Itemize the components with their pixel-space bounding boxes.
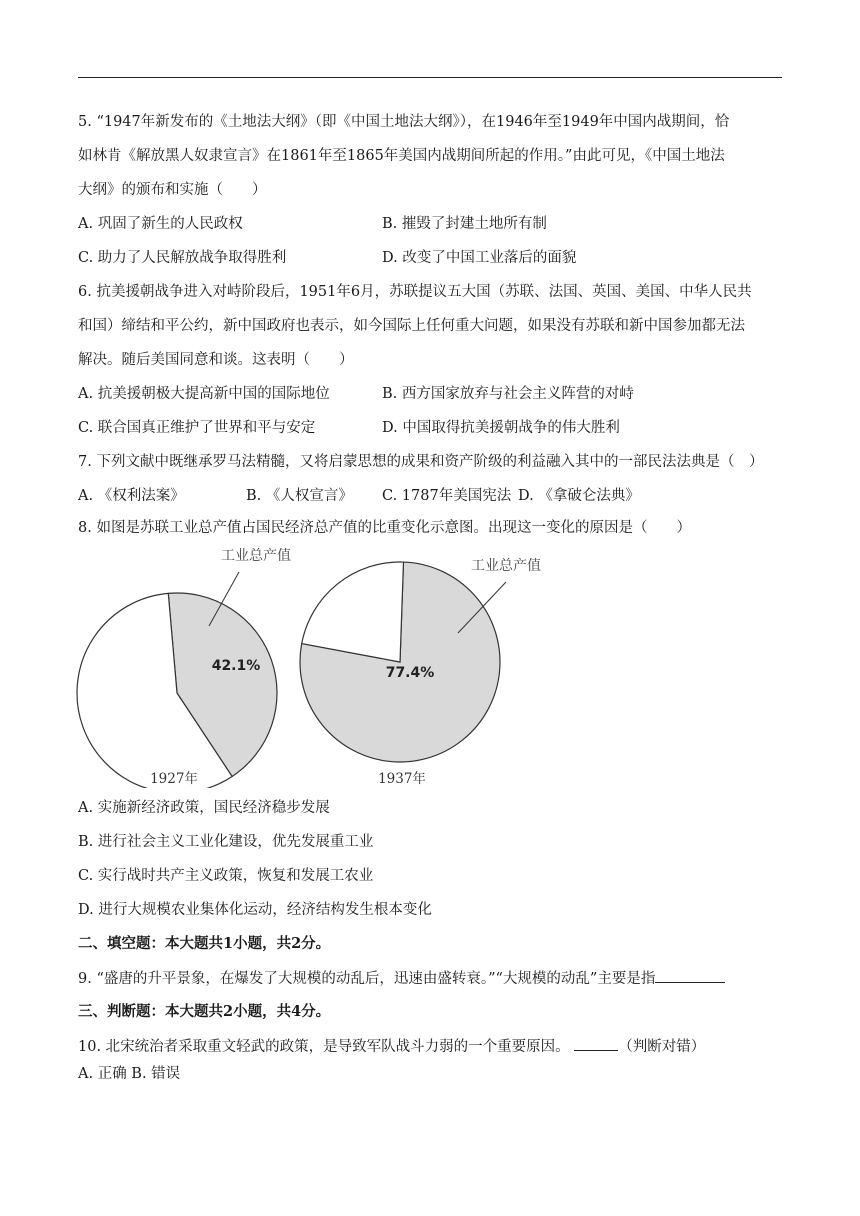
q6-option-c[interactable]: C. 联合国真正维护了世界和平与安定 — [78, 420, 316, 436]
pie-value-label: 77.4% — [385, 665, 435, 681]
q5-stem-line-1: 5. “1947年新发布的《土地法大纲》（即《中国土地法大纲》），在1946年至1949年中国内战期间，恰 — [78, 114, 730, 130]
q6-stem-line-1: 6. 抗美援朝战争进入对峙阶段后，1951年6月，苏联提议五大国（苏联、法国、英国、美国、中华人民共 — [78, 284, 752, 300]
q5-option-d[interactable]: D. 改变了中国工业落后的面貌 — [382, 250, 577, 266]
q8-option-c[interactable]: C. 实行战时共产主义政策，恢复和发展工农业 — [78, 868, 374, 884]
q6-option-d[interactable]: D. 中国取得抗美援朝战争的伟大胜利 — [382, 420, 620, 436]
q10-answer-blank[interactable] — [574, 1036, 618, 1051]
q5-option-c[interactable]: C. 助力了人民解放战争取得胜利 — [78, 250, 287, 266]
q7-option-a[interactable]: A. 《权利法案》 — [78, 488, 185, 504]
q6-stem-line-2: 和国）缔结和平公约，新中国政府也表示，如今国际上任何重大问题，如果没有苏联和新中国参加都无法 — [78, 318, 745, 334]
q9-stem-line — [78, 968, 725, 989]
q6-option-a[interactable]: A. 抗美援朝极大提高新中国的国际地位 — [78, 386, 330, 402]
q5-stem-line-2: 如林肯《解放黑人奴隶宣言》在1861年至1865年美国内战期间所起的作用。”由此可见，《中国土地法 — [78, 148, 725, 164]
pie-chart-1927 — [77, 547, 291, 788]
pie-chart-1937 — [300, 557, 541, 787]
section-2-heading: 二、填空题：本大题共1小题，共2分。 — [78, 935, 331, 952]
q8-stem: 8. 如图是苏联工业总产值占国民经济总产值的比重变化示意图。出现这一变化的原因是（ ） — [78, 520, 691, 536]
q6-stem-line-3: 解决。随后美国同意和谈。这表明（ ） — [78, 352, 354, 368]
q10-stem-line — [78, 1036, 705, 1057]
q5-stem-line-3: 大纲》的颁布和实施（ ） — [78, 182, 267, 198]
pie-slice-label: 工业总产值 — [471, 558, 541, 574]
q7-option-c[interactable]: C. 1787年美国宪法 — [382, 488, 512, 504]
pie-slice-label: 工业总产值 — [221, 548, 291, 564]
q7-option-b[interactable]: B. 《人权宣言》 — [246, 488, 353, 504]
pie-year-label: 1927年 — [150, 771, 198, 787]
q10-stem-after: （判断对错） — [618, 1039, 706, 1055]
q7-option-d[interactable]: D. 《拿破仑法典》 — [518, 488, 640, 504]
q8-option-d[interactable]: D. 进行大规模农业集体化运动，经济结构发生根本变化 — [78, 902, 432, 918]
q10-stem-before: 10. 北宋统治者采取重文轻武的政策，是导致军队战斗力弱的一个重要原因。 — [78, 1039, 570, 1055]
pie-year-label: 1937年 — [378, 771, 426, 787]
q10-options[interactable]: A. 正确 B. 错误 — [78, 1066, 181, 1082]
q8-option-b[interactable]: B. 进行社会主义工业化建设，优先发展重工业 — [78, 834, 374, 850]
q9-answer-blank[interactable] — [655, 968, 725, 983]
q5-option-b[interactable]: B. 摧毁了封建土地所有制 — [382, 216, 547, 232]
section-3-heading: 三、判断题：本大题共2小题，共4分。 — [78, 1003, 331, 1020]
q5-option-a[interactable]: A. 巩固了新生的人民政权 — [78, 216, 243, 232]
q9-stem: 9. “盛唐的升平景象，在爆发了大规模的动乱后，迅速由盛转衰。”“大规模的动乱”主要是指 — [78, 971, 656, 987]
header-rule — [78, 77, 782, 78]
q8-option-a[interactable]: A. 实施新经济政策，国民经济稳步发展 — [78, 800, 330, 816]
pie-value-label: 42.1% — [211, 658, 261, 674]
pie-charts-figure — [74, 538, 554, 788]
q7-stem: 7. 下列文献中既继承罗马法精髓，又将启蒙思想的成果和资产阶级的利益融入其中的一部民法法典是（ ） — [78, 454, 764, 470]
q6-option-b[interactable]: B. 西方国家放弃与社会主义阵营的对峙 — [382, 386, 634, 402]
pie-slice-other — [302, 562, 404, 662]
